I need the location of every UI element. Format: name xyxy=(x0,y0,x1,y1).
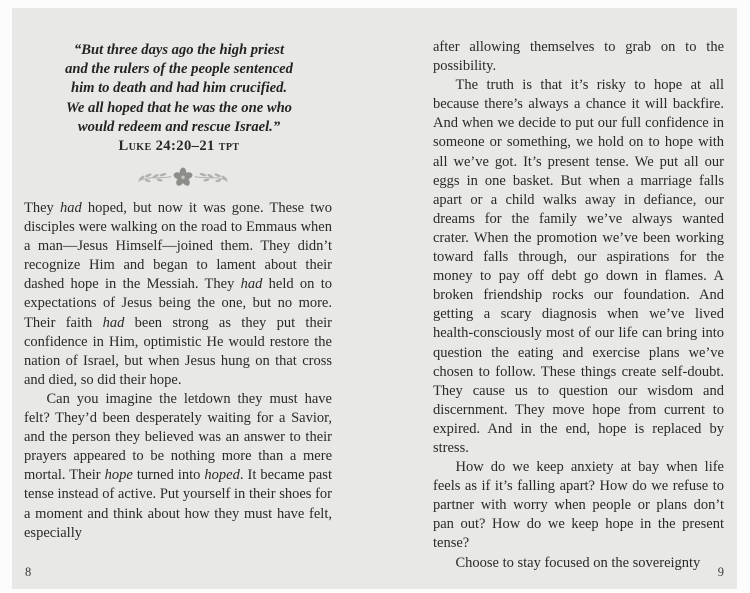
quote-line: and the rulers of the people sentenced xyxy=(65,61,293,78)
text-segment: turned into xyxy=(132,467,205,484)
emphasized-text: had xyxy=(240,276,263,293)
quote-attribution: Luke 24:20–21 tpt xyxy=(118,138,240,155)
page-number-right: 9 xyxy=(717,565,724,579)
text-segment: hoped, but now it was gone. These two disciples were walking on the road to Emmaus when a man—Jesus Himself—joined them. They didn’t recognize Him and began to lament about their dashed hope in the Messiah. They xyxy=(24,200,332,293)
quote-line: We all hoped that he was the one who xyxy=(66,99,292,116)
text-segment: They xyxy=(24,200,60,216)
emphasized-text: hoped xyxy=(204,467,240,484)
page-number-left: 8 xyxy=(25,565,32,579)
text-segment: . It became past tense instead of active. Put yourself in their shoes for a moment and think about how they must have felt, especially xyxy=(24,467,332,541)
paragraph xyxy=(24,199,332,390)
scripture-quote xyxy=(24,41,334,156)
quote-line: him to death and had him crucified. xyxy=(70,80,288,97)
text-segment: after allowing themselves to grab on to the possibility. xyxy=(433,39,724,75)
text-segment: been strong as they put their confidence in Him, optimistic He would restore the nation of Israel, but when Jesus hung on that cross and died, so did their hope. xyxy=(24,314,332,388)
paragraph xyxy=(433,458,724,553)
paragraph xyxy=(433,76,724,458)
emphasized-text: hope xyxy=(104,467,133,484)
body-text-right xyxy=(433,38,724,573)
emphasized-text: had xyxy=(59,200,82,216)
text-segment: Choose to stay focused on the sovereignty xyxy=(455,554,701,571)
paragraph xyxy=(24,390,332,543)
quote-line: “But three days ago the high priest xyxy=(73,42,284,58)
emphasized-text: had xyxy=(102,314,125,331)
paragraph xyxy=(433,554,724,573)
quote-lines xyxy=(24,41,334,137)
text-segment: Can you imagine the letdown they must have felt? They’d been desperately waiting for a Savior, and the person they believed was an answer to their prayers appeared to be nothing more than a mere mortal. Their xyxy=(24,390,332,484)
text-segment: The truth is that it’s risky to hope at all because there’s always a chance it will backfire. And when we decide to put our full confidence in someone or something, we hold on to hope with all we’ve got. It’s present tense. We put all our eggs in one basket. But when a marriage falls apart or a child walks away in defiance, our dreams for the family we’ve always wanted crater. When the promotion we’ve been working toward falls through, our aspirations for the money to pay off debt go down in flames. A broken friendship rocks our foundation. And getting a scary diagnosis when we’ve lived health-consciously most of our life can bring into question the eating and exercise plans we’ve chosen to follow. These things create self-doubt. They cause us to question our wisdom and discernment. They move hope from current to expired. And in the end, hope is replaced by stress. xyxy=(433,77,724,456)
floral-divider-icon xyxy=(133,163,233,193)
text-segment: How do we keep anxiety at bay when life feels as if it’s falling apart? How do we refuse to partner with worry when people or plans don’t pan out? How do we keep hope in the present tense? xyxy=(433,459,724,552)
text-segment: held on to expectations of Jesus being the one, but no more. Their faith xyxy=(24,276,332,331)
paragraph xyxy=(433,38,724,76)
body-text-left xyxy=(24,199,332,543)
quote-line: would redeem and rescue Israel.” xyxy=(77,118,281,135)
